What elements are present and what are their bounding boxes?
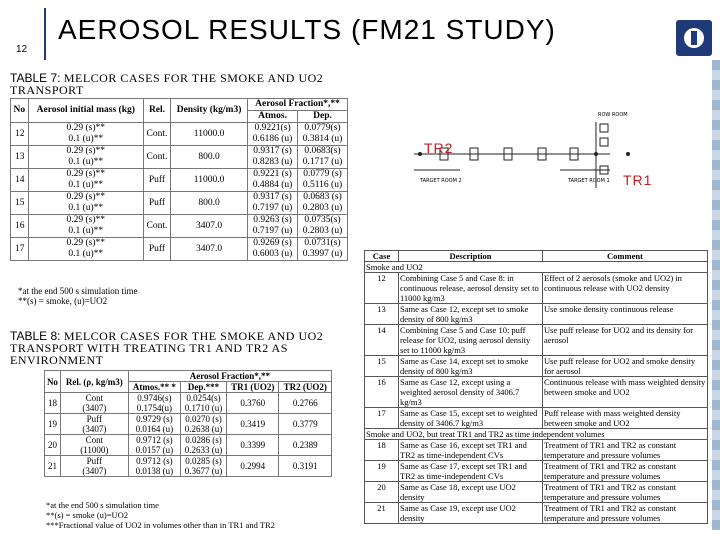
t8-cell-rel-line: (11000) bbox=[80, 445, 109, 455]
table7-caption bbox=[10, 72, 350, 96]
table-row bbox=[11, 215, 348, 238]
t8-cell-no: 21 bbox=[45, 456, 61, 477]
t7-cell-atmos-line: 0.4884 (u) bbox=[252, 180, 293, 190]
t9-cell-comment: Use puff release for UO2 and smoke density for aerosol bbox=[543, 356, 708, 377]
t8-cell-tr1: 0.3399 bbox=[226, 435, 279, 456]
t7-header-mass: Aerosol initial mass (kg) bbox=[28, 99, 143, 123]
t8-cell-tr2: 0.3191 bbox=[279, 456, 332, 477]
cases-table bbox=[364, 250, 708, 524]
t7-cell-atmos bbox=[248, 238, 298, 261]
t9-cell-comment: Puff release with mass weighted density between smoke and UO2 bbox=[543, 408, 708, 429]
t9-cell-case: 14 bbox=[365, 325, 399, 356]
table-row bbox=[11, 123, 348, 146]
t8-cell-rel-line: (3407) bbox=[82, 424, 107, 434]
t8-cell-no: 18 bbox=[45, 393, 61, 414]
t7-header-atmos: Atmos. bbox=[248, 111, 298, 123]
decorative-side-strip bbox=[712, 60, 720, 530]
t9-cell-case: 13 bbox=[365, 304, 399, 325]
t7-cell-no: 16 bbox=[11, 215, 29, 238]
t7-cell-dep-line: 0.0731(s) bbox=[304, 238, 341, 248]
t7-cell-density: 3407.0 bbox=[171, 215, 248, 238]
table-row bbox=[365, 503, 708, 524]
t7-cell-mass-line: 0.1 (u)** bbox=[68, 134, 104, 144]
table-row bbox=[365, 325, 708, 356]
t8-cell-no: 20 bbox=[45, 435, 61, 456]
table8 bbox=[44, 370, 332, 477]
t8-header-tr2: TR2 (UO2) bbox=[279, 382, 332, 393]
t8-cell-atmos bbox=[128, 414, 180, 435]
t7-cell-atmos-line: 0.9221(s) bbox=[254, 123, 291, 133]
t8-cell-atmos-line: 0.9729 (s) bbox=[136, 414, 173, 424]
t9-cell-comment: Treatment of TR1 and TR2 as constant temperature and pressure volumes bbox=[543, 461, 708, 482]
t7-header-rel: Rel. bbox=[143, 99, 170, 123]
table8-note: **(s) = smoke (u)=UO2 bbox=[46, 510, 129, 520]
t7-cell-dep-line: 0.0779(s) bbox=[304, 123, 341, 133]
t7-cell-rel: Cont. bbox=[143, 146, 170, 169]
diagram-room-label: ROW ROOM bbox=[598, 112, 628, 118]
t9-cell-comment: Use puff release for UO2 and its density for aerosol bbox=[543, 325, 708, 356]
t7-cell-mass bbox=[28, 146, 143, 169]
t7-cell-no: 12 bbox=[11, 123, 29, 146]
title-divider bbox=[44, 8, 46, 60]
table7-caption-text: MELCOR CASES FOR THE SMOKE AND UO2 TRANSPORT bbox=[10, 71, 324, 97]
t9-header-comment: Comment bbox=[543, 251, 708, 262]
t9-group-2: Smoke and UO2, but treat TR1 and TR2 as time independent volumes bbox=[365, 429, 708, 440]
t7-cell-atmos-line: 0.7197 (u) bbox=[252, 226, 293, 236]
t8-cell-dep-line: 0.0270 (s) bbox=[185, 414, 222, 424]
t7-cell-dep-line: 0.0779 (s) bbox=[303, 169, 342, 179]
t9-cell-description: Same as Case 12, except using a weighted aerosol density of 3406.7 kg/m3 bbox=[399, 377, 543, 408]
t8-cell-dep bbox=[181, 414, 227, 435]
t8-cell-dep bbox=[181, 456, 227, 477]
t7-header-fraction: Aerosol Fraction*,** bbox=[248, 99, 348, 111]
t7-cell-mass-line: 0.1 (u)** bbox=[68, 157, 104, 167]
t8-cell-rel-line: Puff bbox=[86, 414, 102, 424]
t7-cell-dep-line: 0.2803 (u) bbox=[302, 226, 343, 236]
t7-cell-rel: Cont. bbox=[143, 123, 170, 146]
table-row bbox=[365, 273, 708, 304]
t8-cell-tr2: 0.3779 bbox=[279, 414, 332, 435]
t7-cell-mass-line: 0.1 (u)** bbox=[68, 203, 104, 213]
t7-cell-atmos bbox=[248, 169, 298, 192]
table-row bbox=[365, 377, 708, 408]
t8-cell-atmos-line: 0.9712 (s) bbox=[136, 456, 173, 466]
t7-cell-atmos-line: 0.6003 (u) bbox=[252, 249, 293, 259]
t7-cell-dep-line: 0.0683 (s) bbox=[303, 192, 342, 202]
t9-cell-description: Same as Case 17, except set TR1 and TR2 as time-independent CVs bbox=[399, 461, 543, 482]
t9-cell-case: 15 bbox=[365, 356, 399, 377]
t7-cell-density: 11000.0 bbox=[171, 169, 248, 192]
t8-cell-rel bbox=[60, 414, 128, 435]
t7-cell-rel: Puff bbox=[143, 169, 170, 192]
table-row bbox=[365, 408, 708, 429]
t9-cell-description: Same as Case 12, except set to smoke density of 800 kg/m3 bbox=[399, 304, 543, 325]
t9-cell-description: Same as Case 19, except use UO2 density bbox=[399, 503, 543, 524]
table-row bbox=[11, 146, 348, 169]
t9-cell-comment: Effect of 2 aerosols (smoke and UO2) in continuous release with UO2 density bbox=[543, 273, 708, 304]
t7-cell-dep-line: 0.0683(s) bbox=[304, 146, 341, 156]
t7-cell-mass bbox=[28, 238, 143, 261]
t7-cell-atmos-line: 0.9221 (s) bbox=[253, 169, 292, 179]
t9-cell-description: Combining Case 5 and Case 8: in continuous release, aerosol density set to 11000 kg/m3 bbox=[399, 273, 543, 304]
t7-cell-atmos-line: 0.8283 (u) bbox=[252, 157, 293, 167]
t7-cell-atmos-line: 0.9317 (s) bbox=[253, 192, 292, 202]
t9-cell-case: 18 bbox=[365, 440, 399, 461]
t7-cell-atmos-line: 0.7197 (u) bbox=[252, 203, 293, 213]
t7-cell-no: 13 bbox=[11, 146, 29, 169]
logo-icon bbox=[676, 20, 712, 56]
t8-cell-dep-line: 0.0285 (s) bbox=[185, 456, 222, 466]
t9-cell-comment: Continuous release with mass weighted density between smoke and UO2 bbox=[543, 377, 708, 408]
t9-cell-case: 12 bbox=[365, 273, 399, 304]
t7-cell-density: 800.0 bbox=[171, 192, 248, 215]
t8-cell-atmos bbox=[128, 435, 180, 456]
table-row bbox=[11, 169, 348, 192]
t7-cell-dep bbox=[298, 169, 348, 192]
table-row bbox=[365, 356, 708, 377]
t7-cell-dep bbox=[298, 146, 348, 169]
t7-cell-rel: Cont. bbox=[143, 215, 170, 238]
t9-cell-case: 17 bbox=[365, 408, 399, 429]
table8-caption-label: TABLE 8: bbox=[10, 329, 61, 343]
t7-cell-mass-line: 0.29 (s)** bbox=[66, 123, 106, 133]
t7-cell-atmos-line: 0.9269 (s) bbox=[253, 238, 292, 248]
table-row bbox=[45, 393, 332, 414]
diagram-target-left: TARGET ROOM 2 bbox=[420, 178, 462, 184]
t8-cell-rel bbox=[60, 456, 128, 477]
t7-cell-no: 17 bbox=[11, 238, 29, 261]
t7-cell-dep-line: 0.3814 (u) bbox=[302, 134, 343, 144]
table7-notes bbox=[18, 286, 137, 306]
t8-cell-rel bbox=[60, 435, 128, 456]
t8-cell-tr1: 0.3419 bbox=[226, 414, 279, 435]
t7-cell-mass-line: 0.1 (u)** bbox=[68, 180, 104, 190]
t8-cell-atmos-line: 0.9712 (s) bbox=[136, 435, 173, 445]
t9-cell-description: Combining Case 5 and Case 10: puff release for UO2, using aerosol density set to 11000 kg/m3 bbox=[399, 325, 543, 356]
t8-cell-dep-line: 0.2638 (u) bbox=[184, 424, 223, 434]
t8-header-no: No bbox=[45, 371, 61, 393]
t7-cell-atmos bbox=[248, 192, 298, 215]
t7-cell-dep-line: 0.5116 (u) bbox=[302, 180, 343, 190]
t7-cell-mass-line: 0.29 (s)** bbox=[66, 238, 106, 248]
t9-cell-case: 16 bbox=[365, 377, 399, 408]
t8-cell-atmos-line: 0.1754(u) bbox=[136, 403, 173, 413]
t9-cell-comment: Treatment of TR1 and TR2 as constant temperature and pressure volumes bbox=[543, 440, 708, 461]
t8-cell-rel-line: Cont bbox=[85, 435, 104, 445]
t7-cell-mass bbox=[28, 169, 143, 192]
t8-header-atmos: Atmos.** * bbox=[128, 382, 180, 393]
t8-cell-atmos bbox=[128, 456, 180, 477]
t9-cell-description: Same as Case 16, except set TR1 and TR2 as time-independent CVs bbox=[399, 440, 543, 461]
t8-header-rel: Rel. (ρ, kg/m3) bbox=[60, 371, 128, 393]
t8-cell-no: 19 bbox=[45, 414, 61, 435]
t7-cell-mass bbox=[28, 215, 143, 238]
t8-cell-atmos-line: 0.0157 (u) bbox=[135, 445, 174, 455]
t8-header-dep: Dep.*** bbox=[181, 382, 227, 393]
tr1-label: TR1 bbox=[623, 172, 653, 188]
t7-cell-dep bbox=[298, 192, 348, 215]
slide-number: 12 bbox=[16, 44, 28, 55]
t9-cell-case: 19 bbox=[365, 461, 399, 482]
t8-cell-atmos-line: 0.9746(s) bbox=[137, 393, 172, 403]
t7-header-no: No bbox=[11, 99, 29, 123]
t8-header-fraction: Aerosol Fraction*,** bbox=[128, 371, 331, 382]
table-row bbox=[11, 192, 348, 215]
table7-caption-label: TABLE 7: bbox=[10, 71, 61, 85]
table7-note: *at the end 500 s simulation time bbox=[18, 286, 138, 296]
t8-cell-atmos bbox=[128, 393, 180, 414]
t8-cell-rel-line: Puff bbox=[86, 456, 102, 466]
t7-cell-atmos-line: 0.6186 (u) bbox=[252, 134, 293, 144]
table-row bbox=[11, 238, 348, 261]
t8-cell-rel-line: (3407) bbox=[82, 403, 107, 413]
t8-cell-dep-line: 0.2633 (u) bbox=[184, 445, 223, 455]
table8-note: *at the end 500 s simulation time bbox=[46, 500, 159, 510]
t9-cell-description: Same as Case 15, except set to weighted density of 3406.7 kg/m3 bbox=[399, 408, 543, 429]
table-row bbox=[45, 435, 332, 456]
t8-cell-dep-line: 0.0254(s) bbox=[186, 393, 221, 403]
t7-cell-mass-line: 0.29 (s)** bbox=[66, 192, 106, 202]
t8-cell-atmos-line: 0.0164 (u) bbox=[135, 424, 174, 434]
t7-cell-dep bbox=[298, 123, 348, 146]
t7-cell-dep bbox=[298, 238, 348, 261]
t7-cell-density: 11000.0 bbox=[171, 123, 248, 146]
t7-cell-dep-line: 0.1717 (u) bbox=[302, 157, 343, 167]
diagram-target-right: TARGET ROOM 1 bbox=[568, 178, 610, 184]
t8-cell-dep bbox=[181, 393, 227, 414]
table-row bbox=[365, 461, 708, 482]
table7 bbox=[10, 98, 348, 261]
t7-cell-atmos-line: 0.9317 (s) bbox=[253, 146, 292, 156]
table-row bbox=[365, 482, 708, 503]
t9-cell-comment: Treatment of TR1 and TR2 as constant temperature and pressure volumes bbox=[543, 503, 708, 524]
t7-cell-rel: Puff bbox=[143, 192, 170, 215]
table8-caption bbox=[10, 330, 336, 366]
t8-cell-tr1: 0.2994 bbox=[226, 456, 279, 477]
t8-cell-dep-line: 0.1710 (u) bbox=[184, 403, 223, 413]
t8-cell-rel-line: Cont bbox=[85, 393, 104, 403]
t7-cell-no: 15 bbox=[11, 192, 29, 215]
t8-cell-dep-line: 0.0286 (s) bbox=[185, 435, 222, 445]
t9-cell-comment: Treatment of TR1 and TR2 as constant temperature and pressure volumes bbox=[543, 482, 708, 503]
page-title: AEROSOL RESULTS (FM21 STUDY) bbox=[58, 14, 556, 45]
t9-cell-comment: Use smoke density continuous release bbox=[543, 304, 708, 325]
t8-cell-atmos-line: 0.0138 (u) bbox=[135, 466, 174, 476]
t7-cell-rel: Puff bbox=[143, 238, 170, 261]
t7-cell-dep-line: 0.0735(s) bbox=[304, 215, 341, 225]
t9-cell-description: Same as Case 18, except use UO2 density bbox=[399, 482, 543, 503]
t7-header-density: Density (kg/m3) bbox=[171, 99, 248, 123]
tr2-label: TR2 bbox=[424, 140, 454, 156]
t9-cell-case: 21 bbox=[365, 503, 399, 524]
t8-cell-dep-line: 0.3677 (u) bbox=[184, 466, 223, 476]
t7-cell-mass-line: 0.1 (u)** bbox=[68, 226, 104, 236]
t7-cell-density: 3407.0 bbox=[171, 238, 248, 261]
t7-cell-mass bbox=[28, 123, 143, 146]
table-row bbox=[45, 456, 332, 477]
t7-cell-mass-line: 0.29 (s)** bbox=[66, 146, 106, 156]
t7-cell-mass-line: 0.1 (u)** bbox=[68, 249, 104, 259]
t7-cell-dep bbox=[298, 215, 348, 238]
table-row bbox=[365, 304, 708, 325]
table-row bbox=[45, 414, 332, 435]
table8-notes bbox=[46, 500, 275, 530]
table8-caption-text: MELCOR CASES FOR THE SMOKE AND UO2 TRANSPORT WITH TREATING TR1 AND TR2 AS ENVIRONMENT bbox=[10, 329, 324, 367]
t9-header-case: Case bbox=[365, 251, 399, 262]
t7-header-dep: Dep. bbox=[298, 111, 348, 123]
t9-group-1: Smoke and UO2 bbox=[365, 262, 708, 273]
t8-cell-rel-line: (3407) bbox=[82, 466, 107, 476]
t8-header-tr1: TR1 (UO2) bbox=[226, 382, 279, 393]
t7-cell-dep-line: 0.2803 (u) bbox=[302, 203, 343, 213]
t7-cell-atmos bbox=[248, 123, 298, 146]
table8-note: ***Fractional value of UO2 in volumes other than in TR1 and TR2 bbox=[46, 520, 275, 530]
t9-cell-case: 20 bbox=[365, 482, 399, 503]
t8-cell-tr2: 0.2766 bbox=[279, 393, 332, 414]
t7-cell-mass-line: 0.29 (s)** bbox=[66, 215, 106, 225]
t8-cell-dep bbox=[181, 435, 227, 456]
t9-cell-description: Same as Case 14, except set to smoke density of 800 kg/m3 bbox=[399, 356, 543, 377]
t8-cell-tr2: 0.2389 bbox=[279, 435, 332, 456]
t7-cell-mass-line: 0.29 (s)** bbox=[66, 169, 106, 179]
t7-cell-atmos bbox=[248, 146, 298, 169]
t8-cell-tr1: 0.3760 bbox=[226, 393, 279, 414]
t7-cell-dep-line: 0.3997 (u) bbox=[302, 249, 343, 259]
table-row bbox=[365, 440, 708, 461]
t7-cell-atmos-line: 0.9263 (s) bbox=[253, 215, 292, 225]
t7-cell-density: 800.0 bbox=[171, 146, 248, 169]
t7-cell-atmos bbox=[248, 215, 298, 238]
t7-cell-mass bbox=[28, 192, 143, 215]
t7-cell-no: 14 bbox=[11, 169, 29, 192]
t9-header-description: Description bbox=[399, 251, 543, 262]
table7-note: **(s) = smoke, (u)=UO2 bbox=[18, 296, 108, 306]
t8-cell-rel bbox=[60, 393, 128, 414]
